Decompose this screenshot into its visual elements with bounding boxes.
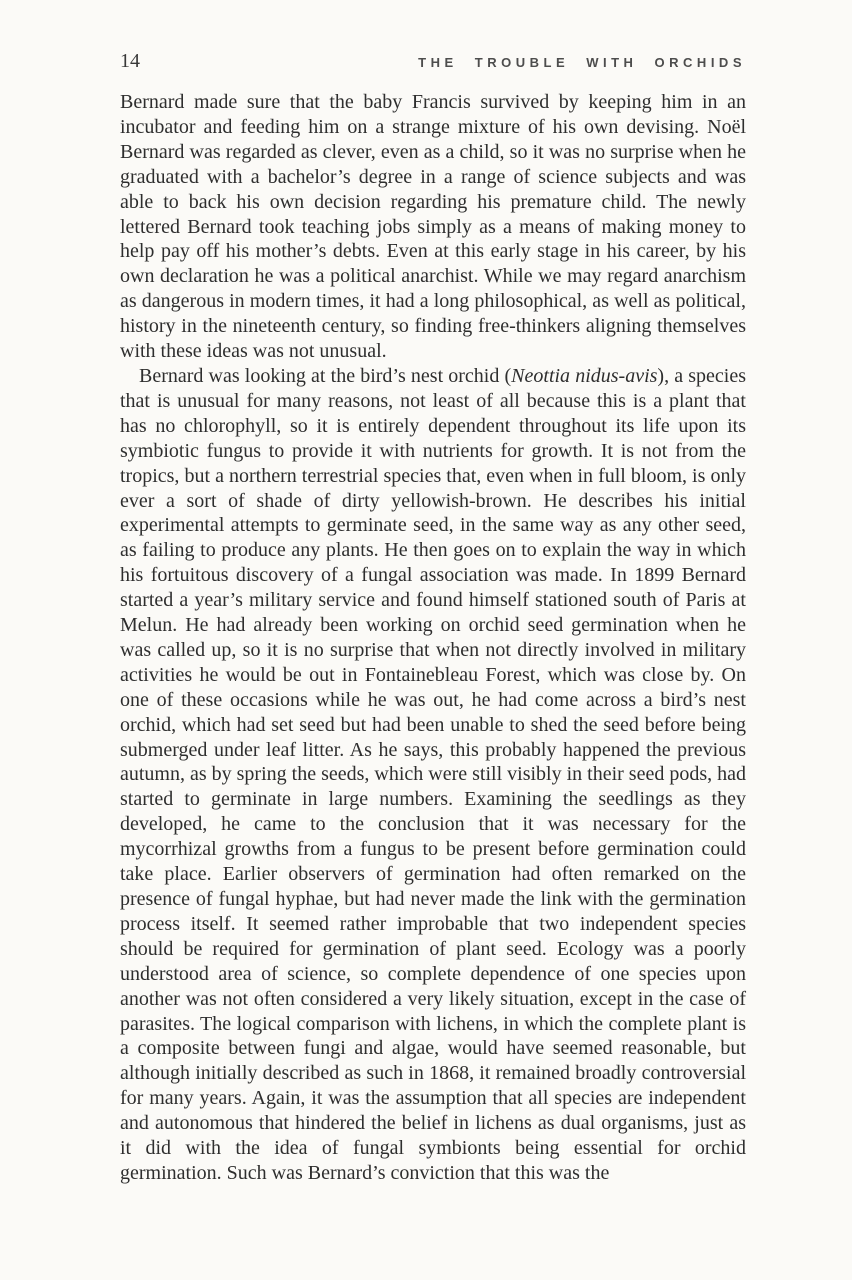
- page-header: [120, 50, 746, 73]
- running-head: THE TROUBLE WITH ORCHIDS: [418, 55, 746, 70]
- body-text: [120, 90, 746, 1186]
- page-number: 14: [120, 50, 140, 72]
- species-name-italic: Neottia nidus-avis: [511, 364, 658, 387]
- paragraph: Bernard made sure that the baby Francis survived by keeping him in an incubator and feeding him on a strange mixture of his own devising. Noël Bernard was regarded as clever, even as a child, so it was no surprise when he graduated with a bachelor’s degree in a range of science subjects and was able to back his own decision regarding his premature child. The newly lettered Bernard took teaching jobs simply as a means of making money to help pay off his mother’s debts. Even at this early stage in his career, by his own declaration he was a political anarchist. While we may regard anarchism as dangerous in modern times, it had a long philosophical, as well as political, history in the nineteenth century, so finding free-thinkers aligning themselves with these ideas was not unusual.: [120, 91, 746, 363]
- paragraph-text: ), a species that is unusual for many reasons, not least of all because this is a plant that has no chlorophyll, so it is entirely dependent throughout its life upon its symbiotic fungus to provide it with nutrients for growth. It is not from the tropics, but a northern terrestrial species that, even when in full bloom, is only ever a sort of shade of dirty yellowish-brown. He describes his initial experimental attempts to germinate seed, in the same way as any other seed, as failing to produce any plants. He then goes on to explain the way in which his fortuitous discovery of a fungal association was made. In 1899 Bernard started a year’s military service and found himself stationed south of Paris at Melun. He had already been working on orchid seed germination when he was called up, so it is no surprise that when not directly involved in military activities he would be out in Fontainebleau Forest, which was close by. On one of these occasions while he was out, he had come across a bird’s nest orchid, which had set seed but had been unable to shed the seed before being submerged under leaf litter. As he says, this probably happened the previous autumn, as by spring the seeds, which were still visibly in their seed pods, had started to germinate in large numbers. Examining the seedlings as they developed, he came to the conclusion that it was necessary for the mycorrhizal growths from a fungus to be present before germination could take place. Earlier observers of germination had often remarked on the presence of fungal hyphae, but had never made the link with the germination process itself. It seemed rather improbable that two independent species should be required for germination of plant seed. Ecology was a poorly understood area of science, so complete dependence of one species upon another was not often considered a very likely situation, except in the case of parasites. The logical comparison with lichens, in which the complete plant is a composite between fungi and algae, would have seemed reasonable, but although initially described as such in 1868, it remained broadly controversial for many years. Again, it was the assumption that all species are independent and autonomous that hindered the belief in lichens as dual organisms, just as it did with the idea of fungal symbionts being essential for orchid germination. Such was Bernard’s conviction that this was the: [120, 364, 747, 1184]
- paragraph: [120, 364, 746, 1186]
- paragraph-text: Bernard was looking at the bird’s nest orchid (: [139, 364, 512, 387]
